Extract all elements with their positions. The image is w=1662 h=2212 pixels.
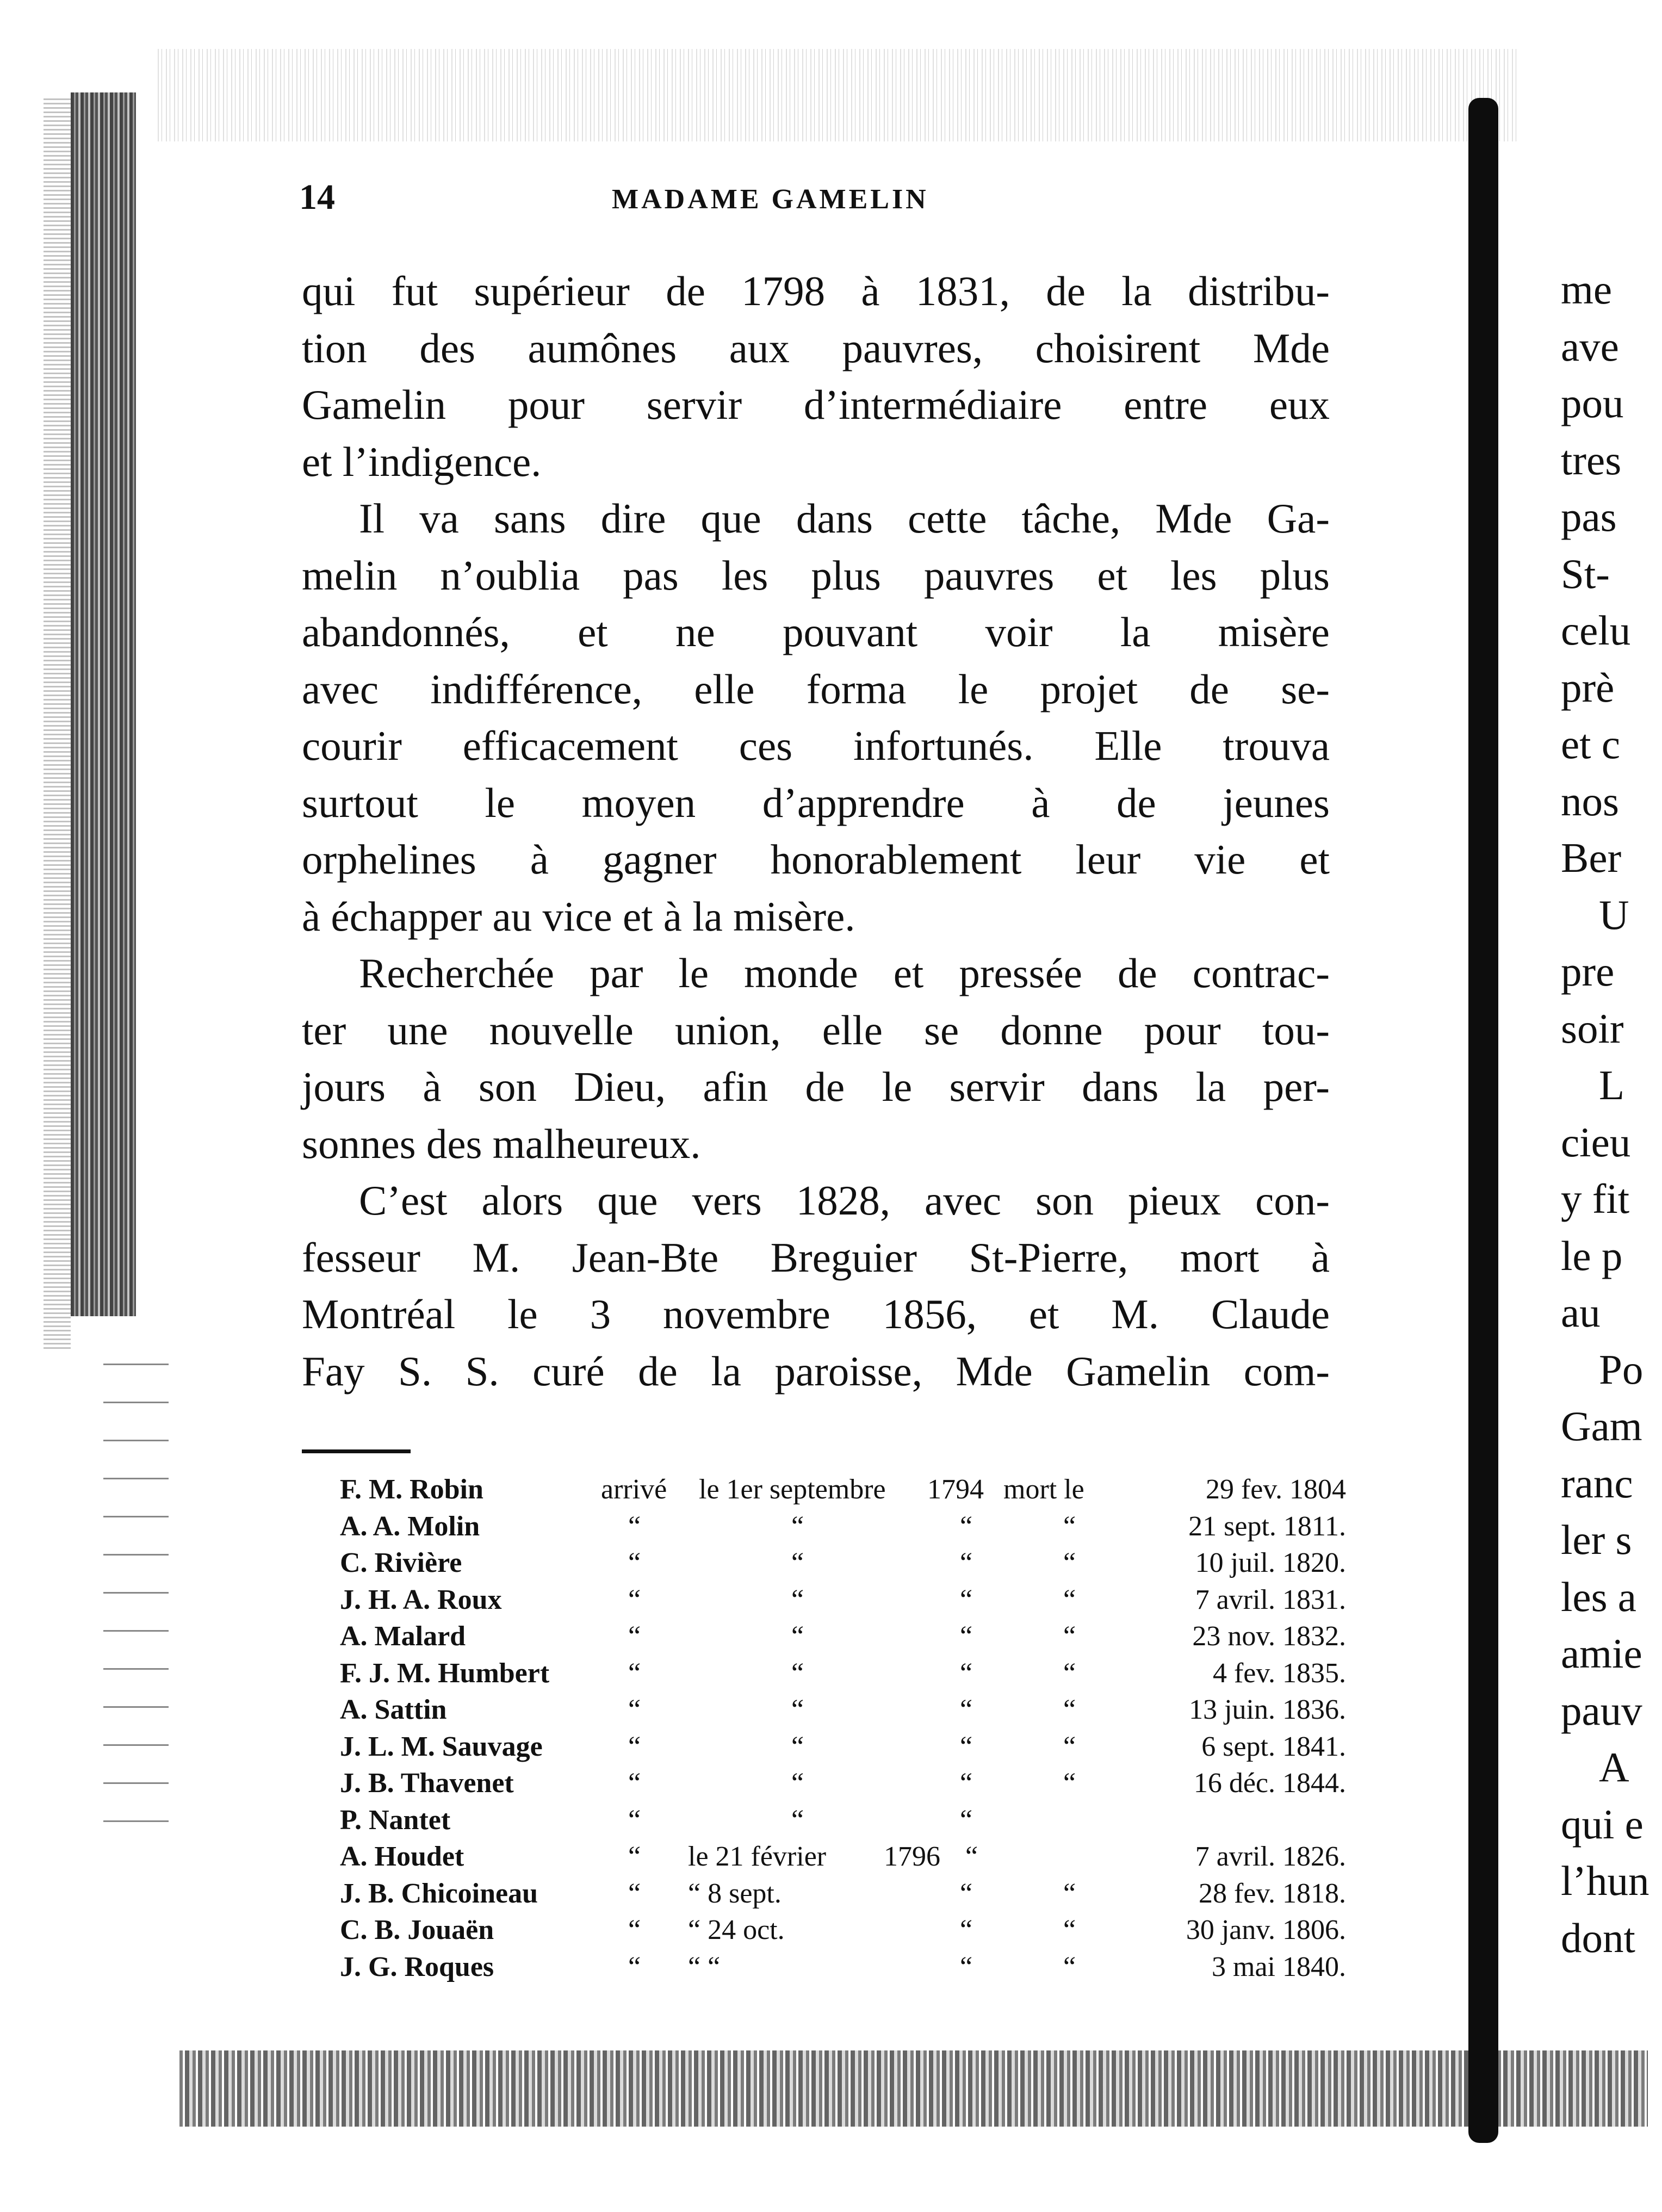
text-line: melin n’oublia pas les plus pauvres et les plus <box>302 552 1330 599</box>
footnote-cell: “ 24 oct. <box>688 1914 785 1945</box>
book-spine-shadow <box>71 92 136 1316</box>
footnote-cell: “ <box>791 1768 804 1799</box>
text-line: jours à son Dieu, afin de le servir dans la per- <box>302 1063 1330 1110</box>
footnote-rule <box>302 1449 411 1453</box>
facing-line: soir <box>1561 1005 1624 1052</box>
footnote-name: F. M. Robin <box>340 1474 483 1505</box>
footnote-cell: “ <box>628 1657 641 1689</box>
footnote-date: 4 fev. 1835. <box>1212 1657 1346 1689</box>
page-header <box>299 177 1332 226</box>
facing-line: nos <box>1561 777 1619 825</box>
footnote-cell: “ <box>1063 1878 1076 1909</box>
footnote-date: 6 sept. 1841. <box>1201 1731 1346 1762</box>
footnote-cell: “ <box>628 1914 641 1945</box>
facing-line: U <box>1599 891 1629 938</box>
footnote-cell: “ <box>1063 1951 1076 1982</box>
facing-page-fragment <box>1561 261 1662 1966</box>
footnote-row <box>340 1912 1346 1949</box>
facing-line: y fit <box>1561 1175 1630 1222</box>
footnote-cell: “ <box>791 1694 804 1725</box>
footnote-cell: “ <box>960 1731 973 1762</box>
text-line: surtout le moyen d’apprendre à de jeunes <box>302 779 1330 826</box>
footnote-date: 10 juil. 1820. <box>1195 1547 1346 1578</box>
footnote-cell: 1794 <box>927 1474 984 1505</box>
facing-line: pauv <box>1561 1687 1642 1734</box>
footnote-row <box>340 1728 1346 1765</box>
footnote-row <box>340 1949 1346 1986</box>
footnote-cell: “ <box>960 1914 973 1945</box>
footnote-row <box>340 1582 1346 1619</box>
facing-line: pas <box>1561 493 1617 540</box>
footnote-cell: “ <box>1063 1768 1076 1799</box>
facing-line: celu <box>1561 607 1631 654</box>
scan-edge-noise <box>44 98 71 1349</box>
footnote-cell: “ <box>965 1841 978 1872</box>
text-line: Recherchée par le monde et pressée de contrac- <box>359 950 1330 996</box>
footnote-cell: “ <box>960 1621 973 1652</box>
facing-line: Gam <box>1561 1403 1642 1449</box>
facing-line: prè <box>1561 664 1615 711</box>
facing-line: ranc <box>1561 1459 1633 1507</box>
footnote-date: 28 fev. 1818. <box>1198 1878 1346 1909</box>
footnote-cell: “ <box>1063 1694 1076 1725</box>
text-line: orphelines à gagner honorablement leur vie et <box>302 836 1330 883</box>
footnote-row <box>340 1545 1346 1582</box>
text-line: courir efficacement ces infortunés. Elle trouva <box>302 722 1330 769</box>
footnote-date: 7 avril. 1831. <box>1195 1584 1346 1615</box>
footnote-row <box>340 1618 1346 1655</box>
footnote-date: 21 sept. 1811. <box>1188 1510 1346 1542</box>
footnote-cell: “ <box>628 1731 641 1762</box>
text-line: avec indifférence, elle forma le projet de se- <box>302 665 1330 712</box>
footnote-cell: “ <box>628 1584 641 1615</box>
page-fold-shadow <box>1468 98 1498 2143</box>
footnote-cell: “ <box>791 1510 804 1542</box>
footnote-row <box>340 1691 1346 1728</box>
footnote-name: A. Malard <box>340 1621 466 1652</box>
text-line: sonnes des malheureux. <box>302 1120 701 1167</box>
facing-line: amie <box>1561 1630 1642 1677</box>
footnote-row <box>340 1802 1346 1839</box>
text-line: Montréal le 3 novembre 1856, et M. Claude <box>302 1291 1330 1337</box>
facing-line: le p <box>1561 1232 1623 1279</box>
body-text <box>302 263 1330 1399</box>
facing-line: dont <box>1561 1914 1635 1961</box>
facing-line: A <box>1599 1744 1629 1790</box>
facing-line: qui e <box>1561 1800 1644 1848</box>
footnote-cell: “ <box>628 1621 641 1652</box>
footnote-name: A. Houdet <box>340 1841 464 1872</box>
text-line: abandonnés, et ne pouvant voir la misère <box>302 609 1330 655</box>
scan-margin-marks <box>103 1333 169 1822</box>
footnote-cell: “ <box>628 1878 641 1909</box>
footnote-cell: “ <box>1063 1914 1076 1945</box>
footnote-row <box>340 1838 1346 1875</box>
footnote-cell: “ <box>960 1547 973 1578</box>
footnote-row <box>340 1765 1346 1802</box>
footnote-cell: “ <box>628 1841 641 1872</box>
facing-line: pre <box>1561 948 1615 995</box>
footnote-name: F. J. M. Humbert <box>340 1657 550 1689</box>
footnote-cell: “ <box>1063 1510 1076 1542</box>
running-title: MADAME GAMELIN <box>612 184 929 215</box>
footnote-cell: “ <box>1063 1657 1076 1689</box>
footnote-name: A. A. Molin <box>340 1510 480 1542</box>
facing-line: me <box>1561 266 1613 313</box>
facing-line: tres <box>1561 436 1622 484</box>
text-line: fesseur M. Jean-Bte Breguier St-Pierre, mort à <box>302 1234 1330 1281</box>
text-line: Fay S. S. curé de la paroisse, Mde Gamelin com- <box>302 1347 1330 1395</box>
footnote-cell: “ <box>1063 1584 1076 1615</box>
facing-line: l’hun <box>1561 1857 1649 1904</box>
footnote-cell: 1796 <box>884 1841 940 1872</box>
text-line: C’est alors que vers 1828, avec son pieux con- <box>359 1177 1330 1224</box>
footnote-name: J. G. Roques <box>340 1951 494 1982</box>
footnote-name: A. Sattin <box>340 1694 447 1725</box>
facing-line: pou <box>1561 380 1624 426</box>
footnote-name: J. H. A. Roux <box>340 1584 502 1615</box>
footnote-cell: mort le <box>1003 1474 1084 1505</box>
text-line: et l’indigence. <box>302 438 542 485</box>
footnote-row <box>340 1655 1346 1692</box>
facing-line: cieu <box>1561 1118 1631 1166</box>
page-number: 14 <box>299 177 335 217</box>
footnote-cell: “ <box>791 1547 804 1578</box>
scan-bottom-noise <box>179 2050 1648 2127</box>
footnote-date: 30 janv. 1806. <box>1186 1914 1346 1945</box>
footnote-cell: “ <box>1063 1621 1076 1652</box>
text-line: ter une nouvelle union, elle se donne pour tou- <box>302 1006 1330 1054</box>
footnote-name: J. L. M. Sauvage <box>340 1731 543 1762</box>
footnote-cell: “ <box>960 1878 973 1909</box>
footnote-cell: “ <box>960 1510 973 1542</box>
footnote-name: P. Nantet <box>340 1804 451 1836</box>
text-line: Il va sans dire que dans cette tâche, Mde Ga- <box>359 495 1330 542</box>
footnote-cell: “ <box>791 1621 804 1652</box>
footnote-cell: “ <box>1063 1731 1076 1762</box>
footnote-name: C. B. Jouaën <box>340 1914 494 1945</box>
facing-line: ave <box>1561 323 1619 370</box>
footnote-cell: “ <box>628 1951 641 1982</box>
text-line: Gamelin pour servir d’intermédiaire entre eux <box>302 381 1330 428</box>
footnote-cell: “ 8 sept. <box>688 1878 782 1909</box>
footnote-date: 23 nov. 1832. <box>1192 1621 1346 1652</box>
footnote-date: 16 déc. 1844. <box>1193 1768 1346 1799</box>
footnote-cell: “ <box>960 1951 973 1982</box>
facing-line: au <box>1561 1289 1601 1336</box>
facing-line: Po <box>1599 1346 1644 1393</box>
facing-line: L <box>1599 1062 1625 1108</box>
footnote-cell: “ <box>628 1547 641 1578</box>
scan-top-noise <box>158 49 1517 141</box>
footnotes <box>340 1471 1346 1985</box>
footnote-cell: “ <box>960 1694 973 1725</box>
footnote-row <box>340 1875 1346 1912</box>
footnote-name: C. Rivière <box>340 1547 462 1578</box>
footnote-cell: “ “ <box>688 1951 721 1982</box>
text-line: tion des aumônes aux pauvres, choisirent Mde <box>302 324 1330 371</box>
footnote-cell: “ <box>960 1768 973 1799</box>
footnote-cell: le 1er septembre <box>699 1474 886 1505</box>
footnote-cell: “ <box>628 1804 641 1836</box>
facing-line: et c <box>1561 721 1620 767</box>
facing-line: St- <box>1561 550 1610 597</box>
footnote-cell: “ <box>791 1731 804 1762</box>
footnote-cell: “ <box>791 1804 804 1836</box>
footnote-cell: arrivé <box>601 1474 667 1505</box>
footnote-cell: “ <box>628 1510 641 1542</box>
footnote-cell: “ <box>1063 1547 1076 1578</box>
footnote-date: 13 juin. 1836. <box>1189 1694 1346 1725</box>
facing-line: Ber <box>1561 834 1622 881</box>
text-line: à échapper au vice et à la misère. <box>302 893 855 940</box>
facing-line: ler s <box>1561 1516 1632 1563</box>
facing-line: les a <box>1561 1573 1636 1620</box>
text-line: qui fut supérieur de 1798 à 1831, de la distribu- <box>302 268 1330 314</box>
footnote-date: 29 fev. 1804 <box>1205 1474 1346 1505</box>
footnote-cell: “ <box>960 1584 973 1615</box>
footnote-cell: “ <box>791 1584 804 1615</box>
footnote-cell: “ <box>628 1694 641 1725</box>
footnote-row <box>340 1508 1346 1545</box>
footnote-date: 7 avril. 1826. <box>1195 1841 1346 1872</box>
footnote-name: J. B. Thavenet <box>340 1768 514 1799</box>
footnote-cell: “ <box>960 1657 973 1689</box>
footnote-name: J. B. Chicoineau <box>340 1878 538 1909</box>
footnote-cell: “ <box>628 1768 641 1799</box>
footnote-cell: “ <box>960 1804 973 1836</box>
footnote-cell: “ <box>791 1657 804 1689</box>
footnote-cell: le 21 février <box>688 1841 827 1872</box>
footnote-row <box>340 1471 1346 1508</box>
footnote-date: 3 mai 1840. <box>1212 1951 1346 1982</box>
